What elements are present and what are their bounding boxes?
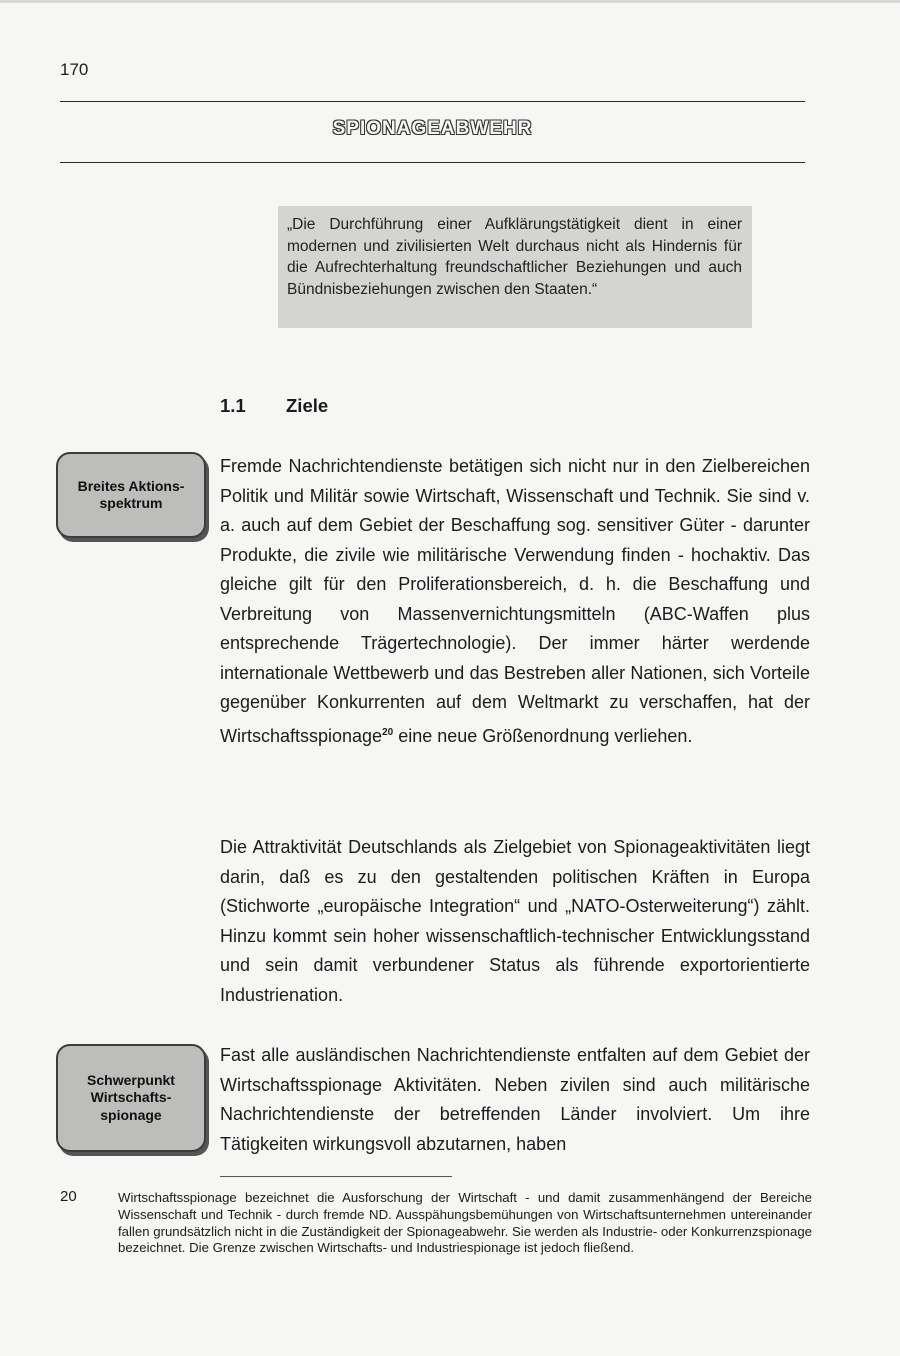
section-title: Ziele [286, 395, 329, 416]
margin-note-line: Schwerpunkt [87, 1071, 175, 1088]
scan-top-edge [0, 0, 900, 3]
paragraph-3: Fast alle ausländischen Nachrichtendienste entfalten auf dem Gebiet der Wirtschaftsspionage Aktivitäten. Neben zivilen sind auch militärische Nachrichtendienste der betreffenden Länder involviert. Um ihre Tätigkeiten wirkungsvoll abzutarnen, haben [220, 1045, 810, 1154]
footnote-rule [220, 1176, 452, 1177]
paragraph-1-text-end: eine neue Größenordnung verliehen. [393, 725, 693, 746]
epigraph-quote: „Die Durchführung einer Aufklärungstätigkeit dient in einer modernen und zivilisierten Welt durchaus nicht als Hindernis für die Aufrechterhaltung freundschaftlicher Beziehungen und auch Bündnisbeziehungen zwischen den Staaten.“ [278, 206, 752, 328]
margin-note-line: Breites Aktions- [77, 477, 185, 494]
paragraph-2: Die Attraktivität Deutschlands als Zielgebiet von Spionageaktivitäten liegt darin, daß es zu den gestaltenden politischen Kräften in Europa (Stichworte „europäische Integration“ und „NATO-Osterweiterung“) zählt. Hinzu kommt sein hoher wissenschaftlich-technischer Entwicklungsstand und sein damit verbundener Status als führende exportorientierte Industrienation. [220, 837, 810, 1005]
margin-note-line: spionage [100, 1106, 162, 1123]
margin-note-wirtschaftsspionage [56, 1044, 206, 1152]
footnote-number: 20 [60, 1188, 77, 1205]
section-heading [220, 395, 328, 417]
footnote-text: Wirtschaftsspionage bezeichnet die Ausforschung der Wirtschaft - und damit zusammenhängend der Bereiche Wissenschaft und Technik - durch fremde ND. Ausspähungsbemühungen von Wirtschaftsunternehmen untereinander fallen grundsätzlich nicht in die Zuständigkeit der Spionageabwehr. Sie werden als Industrie- oder Konkurrenzspionage bezeichnet. Die Grenze zwischen Wirtschafts- und Industriespionage ist jedoch fließend. [118, 1190, 812, 1256]
footnote-reference: 20 [382, 726, 394, 738]
header-rule-bottom [60, 162, 805, 163]
margin-note-aktionsspektrum [56, 452, 206, 538]
page-number: 170 [60, 60, 89, 79]
paragraph-1-text: Fremde Nachrichtendienste betätigen sich nicht nur in den Zielbereichen Politik und Militär sowie Wirtschaft, Wissenschaft und Technik. Sie sind v. a. auch auf dem Gebiet der Beschaffung sog. sensitiver Güter - darunter Produkte, die zivile wie militärische Verwendung finden - hochaktiv. Das gleiche gilt für den Proliferationsbereich, d. h. die Beschaffung und Verbreitung von Massenvernichtungsmitteln (ABC-Waffen plus entsprechende Trägertechnologie). Der immer härter werdende internationale Wettbewerb und das Bestreben aller Nationen, sich Vorteile gegenüber Konkurrenten auf dem Weltmarkt zu verschaffen, hat der Wirtschaftsspionage [220, 456, 810, 746]
margin-note-line: Wirtschafts- [90, 1089, 172, 1106]
paragraph-1 [220, 452, 810, 751]
header-rule-top [60, 101, 805, 102]
chapter-title: SPIONAGEABWEHR [332, 118, 533, 139]
section-number: 1.1 [220, 395, 246, 416]
margin-note-line: spektrum [99, 495, 163, 511]
